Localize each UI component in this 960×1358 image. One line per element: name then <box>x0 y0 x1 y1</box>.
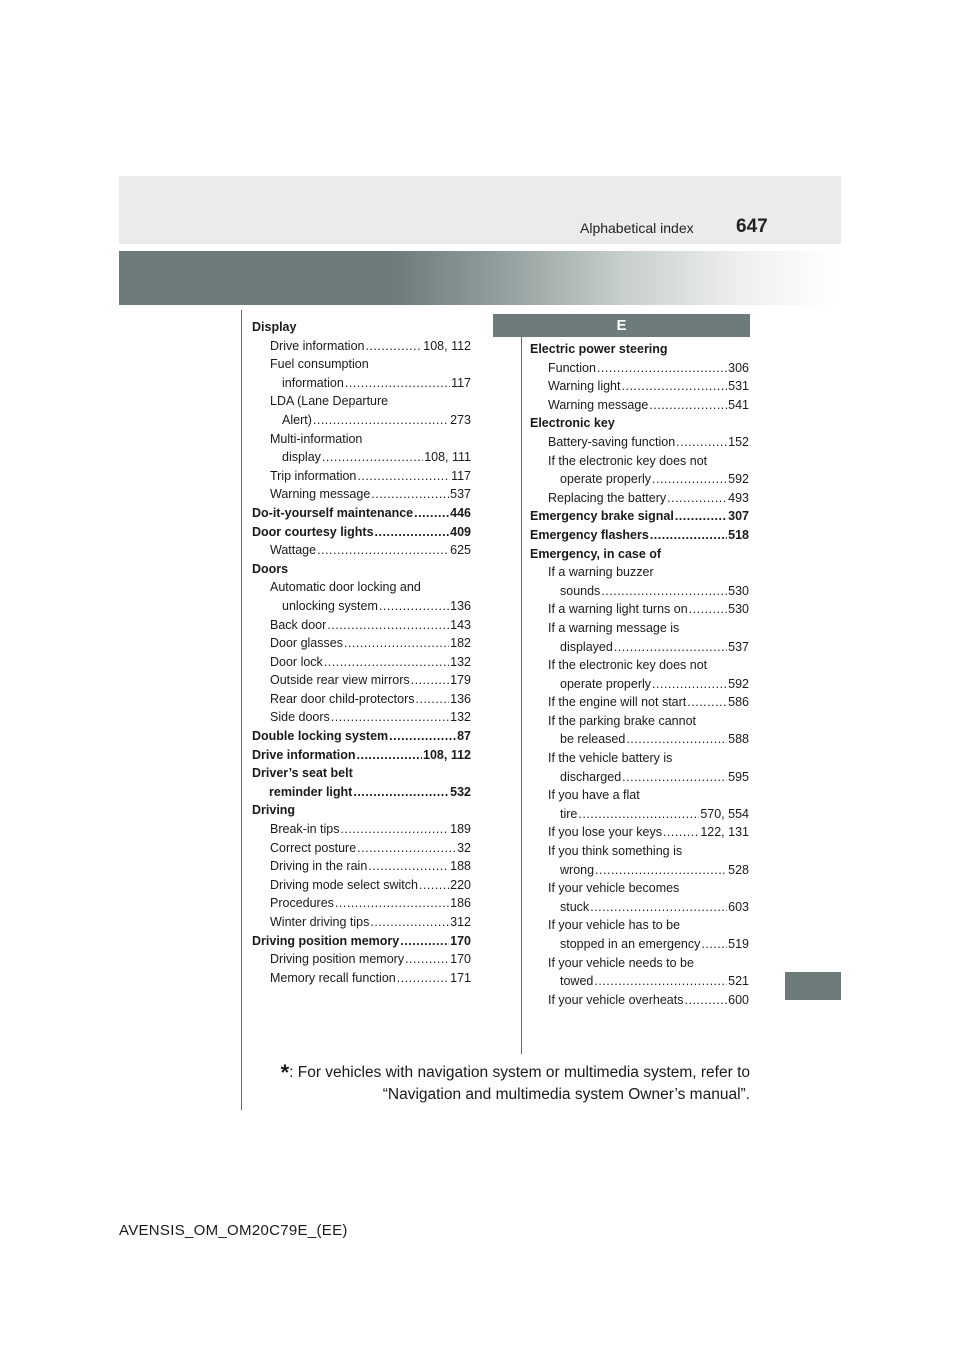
index-entry <box>530 563 749 582</box>
leader-dots <box>340 820 449 839</box>
index-entry-term: If the electronic key does not <box>548 453 708 468</box>
index-entry-term: display <box>282 450 321 465</box>
index-entry <box>530 935 749 954</box>
index-entry <box>252 597 471 616</box>
leader-dots <box>344 634 449 653</box>
leader-dots <box>675 507 727 526</box>
index-entry-page: 171 <box>450 970 471 985</box>
leader-dots <box>379 597 449 616</box>
leader-dots <box>375 523 450 542</box>
index-entry <box>530 619 749 638</box>
leader-dots <box>324 653 449 672</box>
index-entry-term: Warning light <box>548 379 621 394</box>
index-entry-page: 537 <box>450 487 471 502</box>
index-entry-term: If the parking brake cannot <box>548 713 697 728</box>
leader-dots <box>578 805 699 824</box>
leader-dots <box>365 337 422 356</box>
leader-dots <box>649 396 727 415</box>
index-entry <box>252 318 471 337</box>
footnote-line-1: : For vehicles with navigation system or multimedia system, refer to <box>289 1064 750 1081</box>
index-entry-term: Automatic door locking and <box>270 580 421 595</box>
index-entry-page: 152 <box>728 434 749 449</box>
index-entry <box>530 823 749 842</box>
index-entry <box>252 392 471 411</box>
index-entry-term: Driving <box>252 803 296 818</box>
leader-dots <box>416 690 450 709</box>
index-entry <box>252 578 471 597</box>
index-entry-term: If a warning light turns on <box>548 602 688 617</box>
leader-dots <box>614 638 727 657</box>
index-entry-term: stopped in an emergency <box>560 937 701 951</box>
leader-dots <box>622 377 728 396</box>
index-entry-term: If your vehicle needs to be <box>548 955 694 970</box>
left-column-rule <box>241 310 242 1110</box>
index-side-tab <box>785 972 841 1000</box>
index-entry-term: Correct posture <box>270 840 357 855</box>
index-entry <box>530 526 749 545</box>
index-entry-page: 170 <box>450 952 471 967</box>
index-entry-page: 521 <box>728 974 749 989</box>
index-entry-term: LDA (Lane Departure <box>270 394 389 409</box>
index-entry-page: 312 <box>450 915 471 929</box>
index-entry-term: Emergency brake signal <box>530 509 674 524</box>
index-entry-term: Driving mode select switch <box>270 877 418 892</box>
leader-dots <box>368 857 449 876</box>
index-entry <box>530 786 749 805</box>
index-entry-term: Door glasses <box>270 636 343 651</box>
index-entry <box>252 801 471 820</box>
index-entry <box>252 337 471 356</box>
index-entry-term: Driver’s seat belt <box>252 766 353 781</box>
index-entry-page: 136 <box>450 691 471 706</box>
index-entry-page: 108, 111 <box>424 450 471 465</box>
index-entry-page: 530 <box>728 602 749 617</box>
index-entry-term: Rear door child-protectors <box>270 691 415 706</box>
index-entry-term: be released <box>560 732 626 747</box>
index-entry <box>252 727 471 746</box>
index-entry <box>252 969 471 988</box>
leader-dots <box>622 768 727 787</box>
leader-dots <box>652 470 727 489</box>
index-entry-term: Emergency flashers <box>530 527 649 542</box>
index-entry-term: information <box>282 375 344 390</box>
index-entry <box>252 820 471 839</box>
index-entry-term: Driving in the rain <box>270 859 368 874</box>
index-entry-term: Function <box>548 360 596 375</box>
index-entry-term: If you think something is <box>548 844 683 859</box>
header-band <box>119 176 841 244</box>
index-entry-term: Break-in tips <box>270 822 340 837</box>
leader-dots <box>687 693 727 712</box>
index-entry-term: displayed <box>560 639 613 654</box>
leader-dots <box>317 541 449 560</box>
leader-dots <box>701 935 727 954</box>
index-entry-term: If the vehicle battery is <box>548 751 673 766</box>
index-entry <box>530 414 749 433</box>
footnote-star: * <box>280 1060 290 1085</box>
index-entry <box>252 857 471 876</box>
index-entry-page: 189 <box>450 822 471 837</box>
index-entry <box>530 898 749 917</box>
index-entry-term: Fuel consumption <box>270 357 369 372</box>
index-entry-page: 537 <box>728 639 749 654</box>
index-entry-page: 541 <box>728 397 749 412</box>
index-entry-page: 531 <box>728 379 749 394</box>
leader-dots <box>626 730 727 749</box>
index-entry <box>252 671 471 690</box>
index-entry-term: tire <box>560 806 578 821</box>
leader-dots <box>357 467 450 486</box>
index-entry <box>530 470 749 489</box>
index-entry-term: If a warning buzzer <box>548 565 654 580</box>
index-entry-term: towed <box>560 974 594 989</box>
index-entry <box>530 675 749 694</box>
index-entry-term: Driving position memory <box>270 952 405 967</box>
leader-dots <box>331 708 449 727</box>
index-entry <box>530 600 749 619</box>
leader-dots <box>411 671 450 690</box>
index-entry-term: If you lose your keys <box>548 825 662 840</box>
index-entry-page: 528 <box>728 862 749 877</box>
leader-dots <box>419 876 449 895</box>
index-entry <box>252 839 471 858</box>
index-entry-term: wrong <box>560 862 595 877</box>
index-entry-page: 570, 554 <box>700 806 749 821</box>
index-entry-term: If the engine will not start <box>548 695 687 710</box>
index-entry <box>530 712 749 731</box>
index-entry-term: Emergency, in case of <box>530 546 662 561</box>
index-entry-term: Outside rear view mirrors <box>270 673 410 688</box>
leader-dots <box>663 823 699 842</box>
index-entry-term: If your vehicle becomes <box>548 881 680 896</box>
leader-dots <box>370 913 449 932</box>
index-entry-page: 519 <box>728 937 749 951</box>
leader-dots <box>676 433 727 452</box>
index-entry <box>530 749 749 768</box>
index-entry <box>252 560 471 579</box>
leader-dots <box>405 950 449 969</box>
index-entry-term: Double locking system <box>252 729 389 744</box>
index-entry-term: reminder light <box>269 784 353 799</box>
leader-dots <box>353 783 449 802</box>
index-entry <box>252 411 471 430</box>
index-entry-page: 179 <box>450 673 471 688</box>
index-entry-page: 446 <box>450 505 471 520</box>
index-entry <box>530 582 749 601</box>
leader-dots <box>313 411 449 430</box>
index-entry <box>252 355 471 374</box>
index-entry-page: 170 <box>450 933 471 948</box>
index-entry-term: Wattage <box>270 543 317 558</box>
leader-dots <box>371 485 449 504</box>
index-entry-page: 518 <box>728 527 749 542</box>
index-entry-page: 588 <box>728 732 749 747</box>
leader-dots <box>594 972 727 991</box>
index-entry-term: If you have a flat <box>548 788 640 803</box>
index-entry-term: If your vehicle overheats <box>548 992 684 1007</box>
index-entry-term: Do-it-yourself maintenance <box>252 505 414 520</box>
index-entry <box>530 656 749 675</box>
index-entry-term: operate properly <box>560 472 652 487</box>
leader-dots <box>357 839 456 858</box>
index-entry-page: 132 <box>450 710 471 725</box>
page-number: 647 <box>736 216 768 237</box>
leader-dots <box>685 991 728 1010</box>
index-entry-term: Electric power steering <box>530 342 668 356</box>
index-entry <box>530 638 749 657</box>
index-entry-term: If the electronic key does not <box>548 658 708 673</box>
index-entry <box>252 894 471 913</box>
index-entry <box>530 861 749 880</box>
document-footer-code: AVENSIS_OM_OM20C79E_(EE) <box>119 1222 348 1239</box>
index-entry <box>530 507 749 526</box>
index-entry <box>252 523 471 542</box>
index-entry-page: 122, 131 <box>700 825 749 840</box>
index-entry-term: Memory recall function <box>270 970 396 985</box>
index-entry-term: Doors <box>252 561 289 576</box>
index-entry-term: Procedures <box>270 896 334 911</box>
index-entry <box>252 448 471 467</box>
leader-dots <box>601 582 727 601</box>
leader-dots <box>595 861 727 880</box>
index-entry <box>530 879 749 898</box>
index-entry-term: sounds <box>560 583 601 598</box>
leader-dots <box>597 359 727 378</box>
index-entry <box>530 842 749 861</box>
index-entry-page: 186 <box>450 896 471 911</box>
index-entry-page: 188 <box>450 859 471 874</box>
index-entry <box>252 634 471 653</box>
index-entry <box>530 954 749 973</box>
index-entry <box>530 377 749 396</box>
index-entry <box>252 374 471 393</box>
index-entry <box>530 359 749 378</box>
header-title: Alphabetical index <box>580 220 694 236</box>
index-entry-term: Warning message <box>270 487 371 502</box>
index-entry <box>252 876 471 895</box>
leader-dots <box>590 898 727 917</box>
index-entry <box>252 690 471 709</box>
leader-dots <box>345 374 450 393</box>
index-entry <box>252 504 471 523</box>
index-entry <box>252 913 471 932</box>
index-entry-page: 532 <box>450 784 471 799</box>
index-entry-term: Door courtesy lights <box>252 524 374 539</box>
index-entry-term: Side doors <box>270 710 330 725</box>
index-entry-page: 108, 112 <box>423 747 471 762</box>
index-entry-term: Display <box>252 320 297 334</box>
leader-dots <box>327 616 449 635</box>
index-entry-term: unlocking system <box>282 598 378 613</box>
index-entry-page: 273 <box>450 412 471 427</box>
index-entry <box>530 730 749 749</box>
index-entry-page: 143 <box>450 617 471 632</box>
section-letter-band: E <box>493 314 750 337</box>
index-entry <box>252 932 471 951</box>
index-entry <box>252 485 471 504</box>
index-entry <box>530 768 749 787</box>
index-entry <box>530 433 749 452</box>
index-entry-term: Driving position memory <box>252 933 400 948</box>
index-entry <box>252 708 471 727</box>
index-entry-page: 530 <box>728 583 749 598</box>
index-entry-term: Replacing the battery <box>548 490 667 505</box>
index-entry-term: Drive information <box>252 747 356 762</box>
index-column-right <box>530 340 749 1009</box>
leader-dots <box>389 727 456 746</box>
index-entry <box>530 340 749 359</box>
index-entry <box>530 396 749 415</box>
index-entry-term: If a warning message is <box>548 620 680 635</box>
index-entry-page: 182 <box>450 636 471 651</box>
leader-dots <box>414 504 449 523</box>
index-entry-page: 493 <box>728 490 749 505</box>
index-entry <box>252 541 471 560</box>
index-entry-page: 306 <box>728 360 749 375</box>
index-column-left <box>252 318 471 987</box>
index-entry <box>252 430 471 449</box>
index-entry <box>530 805 749 824</box>
index-entry-term: Alert) <box>282 412 312 427</box>
index-entry-term: Multi-information <box>270 431 363 446</box>
leader-dots <box>650 526 727 545</box>
leader-dots <box>335 894 449 913</box>
index-entry-term: Trip information <box>270 468 357 483</box>
index-entry <box>252 950 471 969</box>
index-entry-term: Electronic key <box>530 416 615 431</box>
index-entry-term: Warning message <box>548 397 649 412</box>
index-entry <box>252 653 471 672</box>
index-entry-page: 409 <box>450 524 471 539</box>
index-entry-page: 592 <box>728 676 749 691</box>
index-entry <box>530 991 749 1010</box>
leader-dots <box>397 969 449 988</box>
index-entry <box>252 783 471 802</box>
leader-dots <box>322 448 423 467</box>
index-entry <box>530 489 749 508</box>
index-entry-page: 603 <box>728 899 749 914</box>
index-entry-term: Drive information <box>270 338 365 353</box>
index-entry-page: 108, 112 <box>423 338 471 353</box>
index-entry-term: If your vehicle has to be <box>548 918 681 933</box>
index-entry <box>530 972 749 991</box>
index-entry <box>252 746 471 765</box>
leader-dots <box>667 489 727 508</box>
index-entry-page: 136 <box>450 598 471 613</box>
index-entry-page: 586 <box>728 695 749 710</box>
index-entry-term: stuck <box>560 899 590 914</box>
index-entry <box>530 545 749 564</box>
leader-dots <box>357 746 423 765</box>
index-entry-page: 595 <box>728 769 749 784</box>
index-entry-page: 132 <box>450 654 471 669</box>
index-entry-page: 220 <box>450 877 471 892</box>
index-entry-page: 117 <box>451 468 471 483</box>
section-gradient-bar <box>119 251 841 305</box>
index-entry-term: operate properly <box>560 676 652 691</box>
footnote <box>281 1062 750 1106</box>
index-entry-term: Door lock <box>270 654 323 669</box>
footnote-line-2: “Navigation and multimedia system Owner’s manual”. <box>382 1086 750 1103</box>
leader-dots <box>689 600 727 619</box>
index-entry <box>252 764 471 783</box>
leader-dots <box>400 932 449 951</box>
index-entry-page: 600 <box>728 992 749 1007</box>
index-entry <box>252 616 471 635</box>
index-entry <box>252 467 471 486</box>
index-entry-page: 117 <box>451 375 471 390</box>
leader-dots <box>652 675 727 694</box>
index-entry-page: 625 <box>450 543 471 558</box>
index-entry <box>530 452 749 471</box>
index-entry-page: 32 <box>457 840 471 855</box>
index-entry-term: Winter driving tips <box>270 915 370 929</box>
index-entry <box>530 693 749 712</box>
index-entry-term: discharged <box>560 769 622 784</box>
index-entry <box>530 916 749 935</box>
index-entry-page: 307 <box>728 509 749 524</box>
center-column-rule <box>521 330 522 1054</box>
index-entry-term: Battery-saving function <box>548 434 676 449</box>
index-entry-page: 592 <box>728 472 749 487</box>
index-entry-page: 87 <box>457 729 471 744</box>
index-entry-term: Back door <box>270 617 327 632</box>
